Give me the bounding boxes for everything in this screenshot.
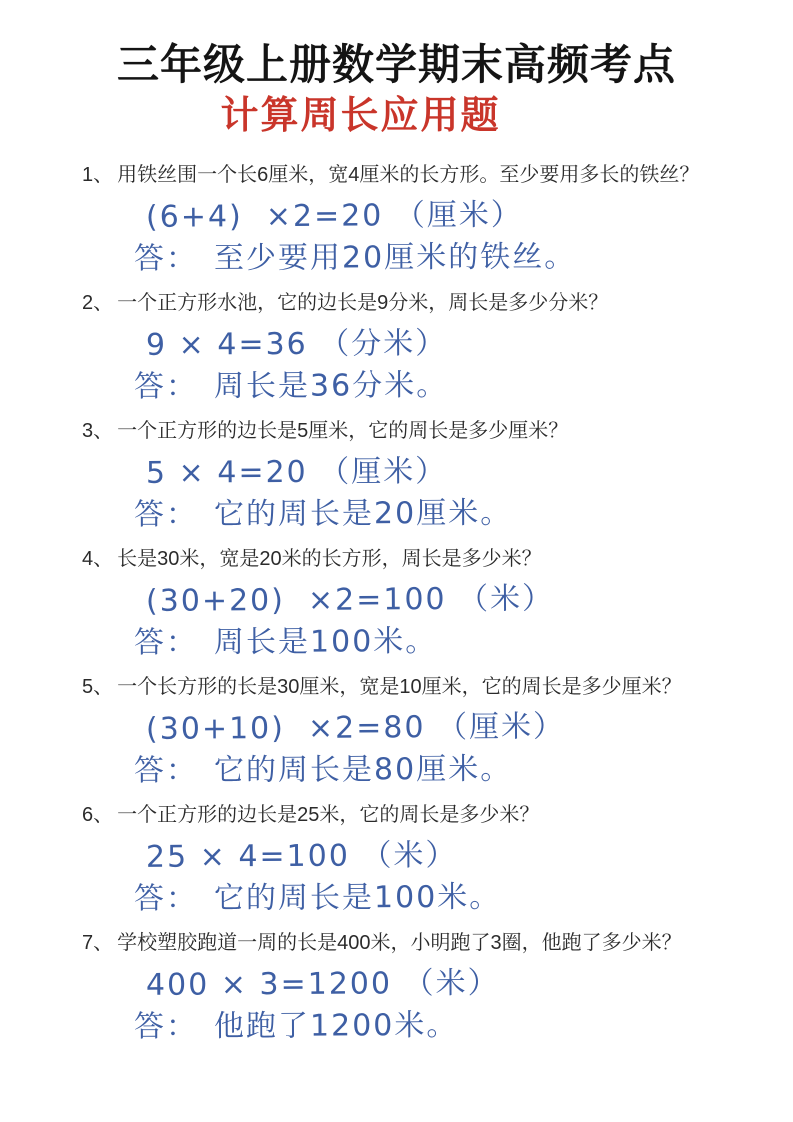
problem-question-text: 一个长方形的长是30厘米，宽是10厘米，它的周长是多少厘米？ bbox=[117, 676, 682, 699]
problem-question bbox=[82, 418, 753, 444]
handwritten-answer bbox=[134, 239, 753, 278]
handwritten-answer bbox=[134, 495, 753, 534]
answer-prefix: 答： bbox=[133, 625, 199, 661]
answer-text: 它的周长是80厘米。 bbox=[213, 751, 513, 789]
problem-question-text: 长是30米，宽是20米的长方形，周长是多少米？ bbox=[117, 548, 542, 571]
problem-number: 4、 bbox=[82, 548, 114, 571]
problem-question bbox=[82, 674, 753, 700]
handwritten-equation: 9 × 4=36 （分米） bbox=[145, 326, 448, 363]
answer-prefix: 答： bbox=[133, 1009, 199, 1045]
handwritten-equation: (6+4) ×2=20 （厘米） bbox=[145, 197, 523, 235]
handwritten-equation: (30+20) ×2=100 （米） bbox=[145, 581, 555, 619]
problem-1 bbox=[82, 162, 753, 276]
problem-question-text: 一个正方形的边长是5厘米，它的周长是多少厘米？ bbox=[117, 420, 569, 443]
answer-prefix: 答： bbox=[133, 241, 199, 277]
problem-number: 2、 bbox=[82, 292, 114, 315]
handwritten-equation: 25 × 4=100 （米） bbox=[145, 838, 458, 875]
problem-number: 1、 bbox=[82, 164, 114, 187]
problem-number: 3、 bbox=[82, 420, 114, 443]
problem-2 bbox=[82, 290, 753, 404]
answer-text: 他跑了1200米。 bbox=[213, 1008, 459, 1045]
answer-text: 它的周长是100米。 bbox=[213, 879, 502, 917]
problem-question bbox=[82, 930, 753, 956]
problem-question bbox=[82, 162, 753, 188]
answer-text: 周长是36分米。 bbox=[213, 368, 449, 405]
problem-question-text: 一个正方形的边长是25米，它的周长是多少米？ bbox=[117, 804, 540, 827]
answer-text: 它的周长是20厘米。 bbox=[213, 495, 513, 533]
worksheet-header bbox=[0, 42, 793, 138]
problem-5 bbox=[82, 674, 753, 788]
handwritten-answer bbox=[134, 751, 753, 790]
handwritten-equation: (30+10) ×2=80 （厘米） bbox=[145, 709, 566, 747]
handwritten-equation: 5 × 4=20 （厘米） bbox=[145, 454, 448, 491]
handwritten-answer bbox=[134, 623, 753, 662]
problem-question bbox=[82, 546, 753, 572]
answer-prefix: 答： bbox=[133, 497, 199, 533]
problem-list bbox=[82, 162, 753, 1044]
answer-text: 周长是100米。 bbox=[213, 624, 438, 661]
problem-question bbox=[82, 802, 753, 828]
problem-question-text: 用铁丝围一个长6厘米，宽4厘米的长方形。至少要用多长的铁丝？ bbox=[117, 164, 700, 187]
problem-number: 5、 bbox=[82, 676, 114, 699]
answer-prefix: 答： bbox=[133, 881, 199, 917]
problem-3 bbox=[82, 418, 753, 532]
answer-prefix: 答： bbox=[133, 753, 199, 789]
problem-question bbox=[82, 290, 753, 316]
problem-number: 6、 bbox=[82, 804, 114, 827]
page-subtitle: 计算周长应用题 bbox=[220, 95, 501, 138]
problem-4 bbox=[82, 546, 753, 660]
handwritten-answer bbox=[134, 1007, 753, 1046]
problem-question-text: 一个正方形水池，它的边长是9分米，周长是多少分米？ bbox=[117, 292, 609, 315]
answer-prefix: 答： bbox=[133, 369, 199, 405]
problem-number: 7、 bbox=[82, 932, 114, 955]
handwritten-equation: 400 × 3=1200 （米） bbox=[145, 965, 500, 1003]
handwritten-answer bbox=[134, 879, 753, 918]
problem-6 bbox=[82, 802, 753, 916]
page-title: 三年级上册数学期末高频考点 bbox=[116, 43, 676, 89]
problem-7 bbox=[82, 930, 753, 1044]
problem-question-text: 学校塑胶跑道一周的长是400米，小明跑了3圈，他跑了多少米？ bbox=[117, 932, 682, 955]
handwritten-answer bbox=[134, 367, 753, 406]
answer-text: 至少要用20厘米的铁丝。 bbox=[213, 239, 577, 277]
